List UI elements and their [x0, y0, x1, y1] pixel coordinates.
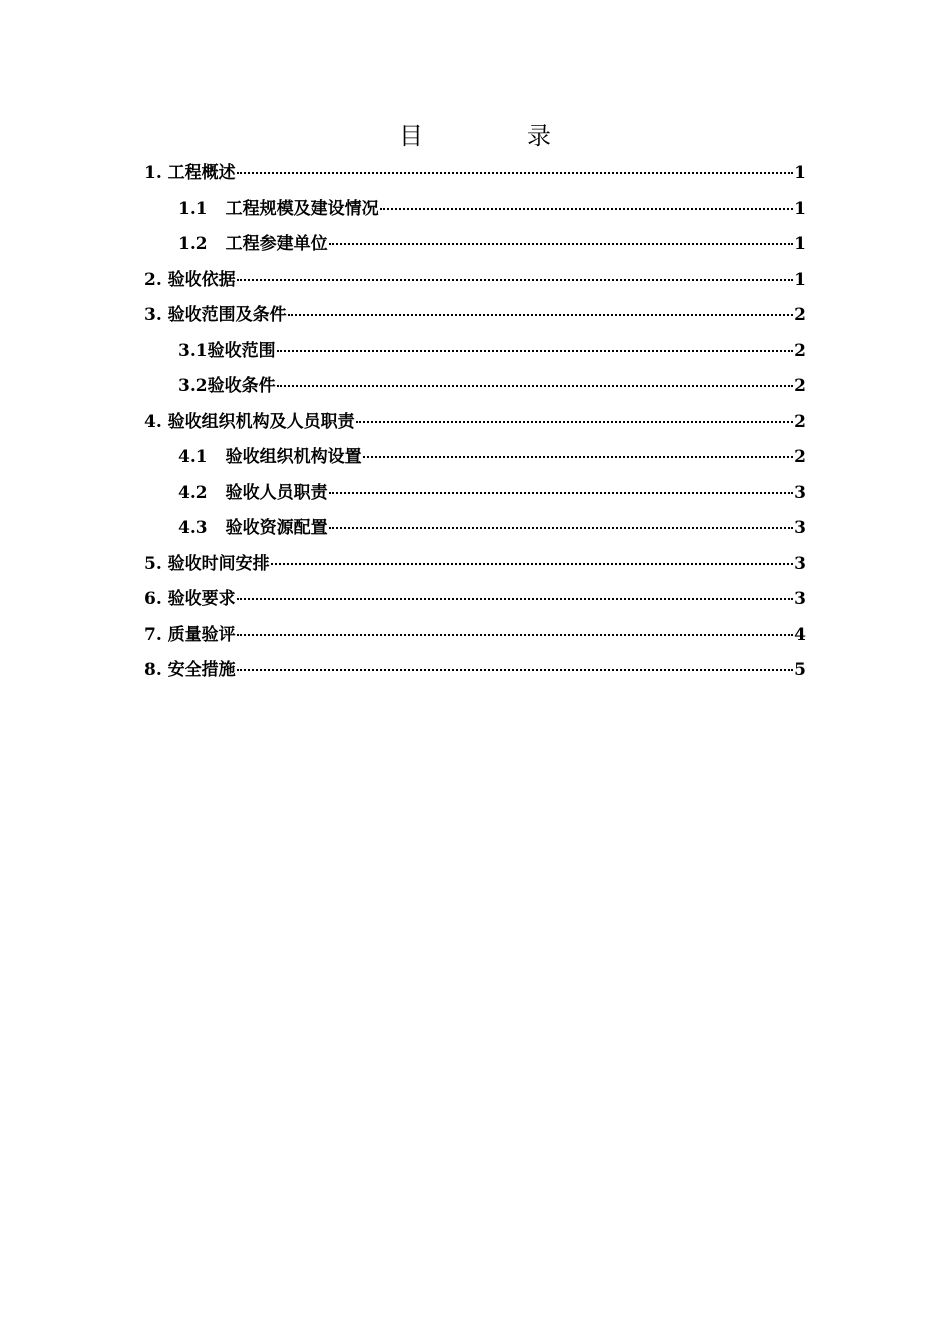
dot-leader — [380, 208, 794, 210]
dot-leader — [237, 669, 793, 671]
toc-entry-text: 验收组织机构及人员职责 — [167, 411, 355, 432]
toc-entry-page: 3 — [794, 482, 806, 503]
toc-entry-text: 质量验评 — [167, 624, 236, 645]
toc-entry-number: 1. — [144, 163, 162, 183]
dot-leader — [363, 456, 794, 458]
toc-entry-number: 1.1 — [178, 198, 208, 219]
toc-entry-text: 工程规模及建设情况 — [225, 198, 379, 219]
toc-entry-page: 2 — [794, 447, 806, 467]
toc-title — [0, 118, 950, 154]
dot-leader — [329, 243, 794, 245]
toc-entry-7[interactable] — [144, 618, 806, 654]
toc-entry-number: 3. — [144, 305, 162, 325]
toc-entry-number: 7. — [144, 624, 162, 645]
toc-entry-text: 验收依据 — [167, 269, 236, 290]
toc-entry-page: 3 — [794, 518, 806, 538]
toc-entry-text: 工程概述 — [167, 163, 236, 183]
dot-leader — [329, 492, 794, 494]
toc-entry-number: 2. — [144, 269, 162, 290]
toc-entry-text: 验收范围及条件 — [167, 305, 287, 325]
dot-leader — [237, 172, 793, 174]
dot-leader — [237, 598, 793, 600]
dot-leader — [356, 421, 793, 423]
toc-entry-text: 工程参建单位 — [225, 234, 328, 254]
toc-entry-page: 1 — [794, 269, 806, 290]
toc-entry-1[interactable] — [144, 156, 806, 192]
toc-entry-3-2[interactable] — [144, 369, 806, 405]
toc-entry-number: 4.3 — [178, 518, 208, 538]
toc-entry-text: 验收人员职责 — [225, 482, 328, 503]
toc-entry-page: 2 — [794, 340, 806, 361]
toc-entry-number: 3.2 — [178, 376, 208, 396]
dot-leader — [277, 385, 794, 387]
toc-entry-8[interactable] — [144, 653, 806, 689]
toc-entry-4-1[interactable] — [144, 440, 806, 476]
toc-entry-page: 1 — [794, 163, 806, 183]
toc-entry-page: 2 — [794, 411, 806, 432]
toc-entry-1-1[interactable] — [144, 192, 806, 228]
toc-entry-text: 安全措施 — [167, 660, 236, 680]
toc-entry-1-2[interactable] — [144, 227, 806, 263]
toc-entry-page: 1 — [794, 198, 806, 219]
toc-entry-text: 验收时间安排 — [167, 553, 270, 574]
dot-leader — [237, 279, 793, 281]
dot-leader — [329, 527, 794, 529]
toc-entry-number: 6. — [144, 589, 162, 609]
toc-entry-number: 3.1 — [178, 340, 208, 361]
toc-entry-page: 4 — [794, 624, 806, 645]
toc-entry-number: 8. — [144, 660, 162, 680]
toc-title-right: 录 — [527, 122, 551, 150]
toc-entry-text: 验收组织机构设置 — [225, 447, 362, 467]
toc-entry-number: 4.2 — [178, 482, 208, 503]
toc-entry-page: 2 — [794, 305, 806, 325]
toc-entry-page: 2 — [794, 376, 806, 396]
toc-entry-text: 验收要求 — [167, 589, 236, 609]
toc-entry-number: 1.2 — [178, 234, 208, 254]
toc-entry-3[interactable] — [144, 298, 806, 334]
toc-entry-2[interactable] — [144, 263, 806, 299]
dot-leader — [237, 634, 793, 636]
toc-entry-page: 3 — [794, 553, 806, 574]
toc-entry-text: 验收范围 — [207, 340, 276, 361]
dot-leader — [271, 563, 793, 565]
toc-entry-text: 验收资源配置 — [225, 518, 328, 538]
toc-entry-number: 5. — [144, 553, 162, 574]
dot-leader — [277, 350, 794, 352]
toc-entry-6[interactable] — [144, 582, 806, 618]
toc-entry-number: 4. — [144, 411, 162, 432]
toc-entry-4-3[interactable] — [144, 511, 806, 547]
toc-entry-page: 1 — [794, 234, 806, 254]
toc-entry-5[interactable] — [144, 547, 806, 583]
toc-title-left: 目 — [399, 122, 423, 150]
toc-entry-4[interactable] — [144, 405, 806, 441]
toc-entry-3-1[interactable] — [144, 334, 806, 370]
table-of-contents — [144, 156, 806, 689]
toc-entry-number: 4.1 — [178, 447, 208, 467]
toc-entry-4-2[interactable] — [144, 476, 806, 512]
toc-entry-text: 验收条件 — [207, 376, 276, 396]
toc-entry-page: 3 — [794, 589, 806, 609]
toc-entry-page: 5 — [794, 660, 806, 680]
dot-leader — [288, 314, 793, 316]
